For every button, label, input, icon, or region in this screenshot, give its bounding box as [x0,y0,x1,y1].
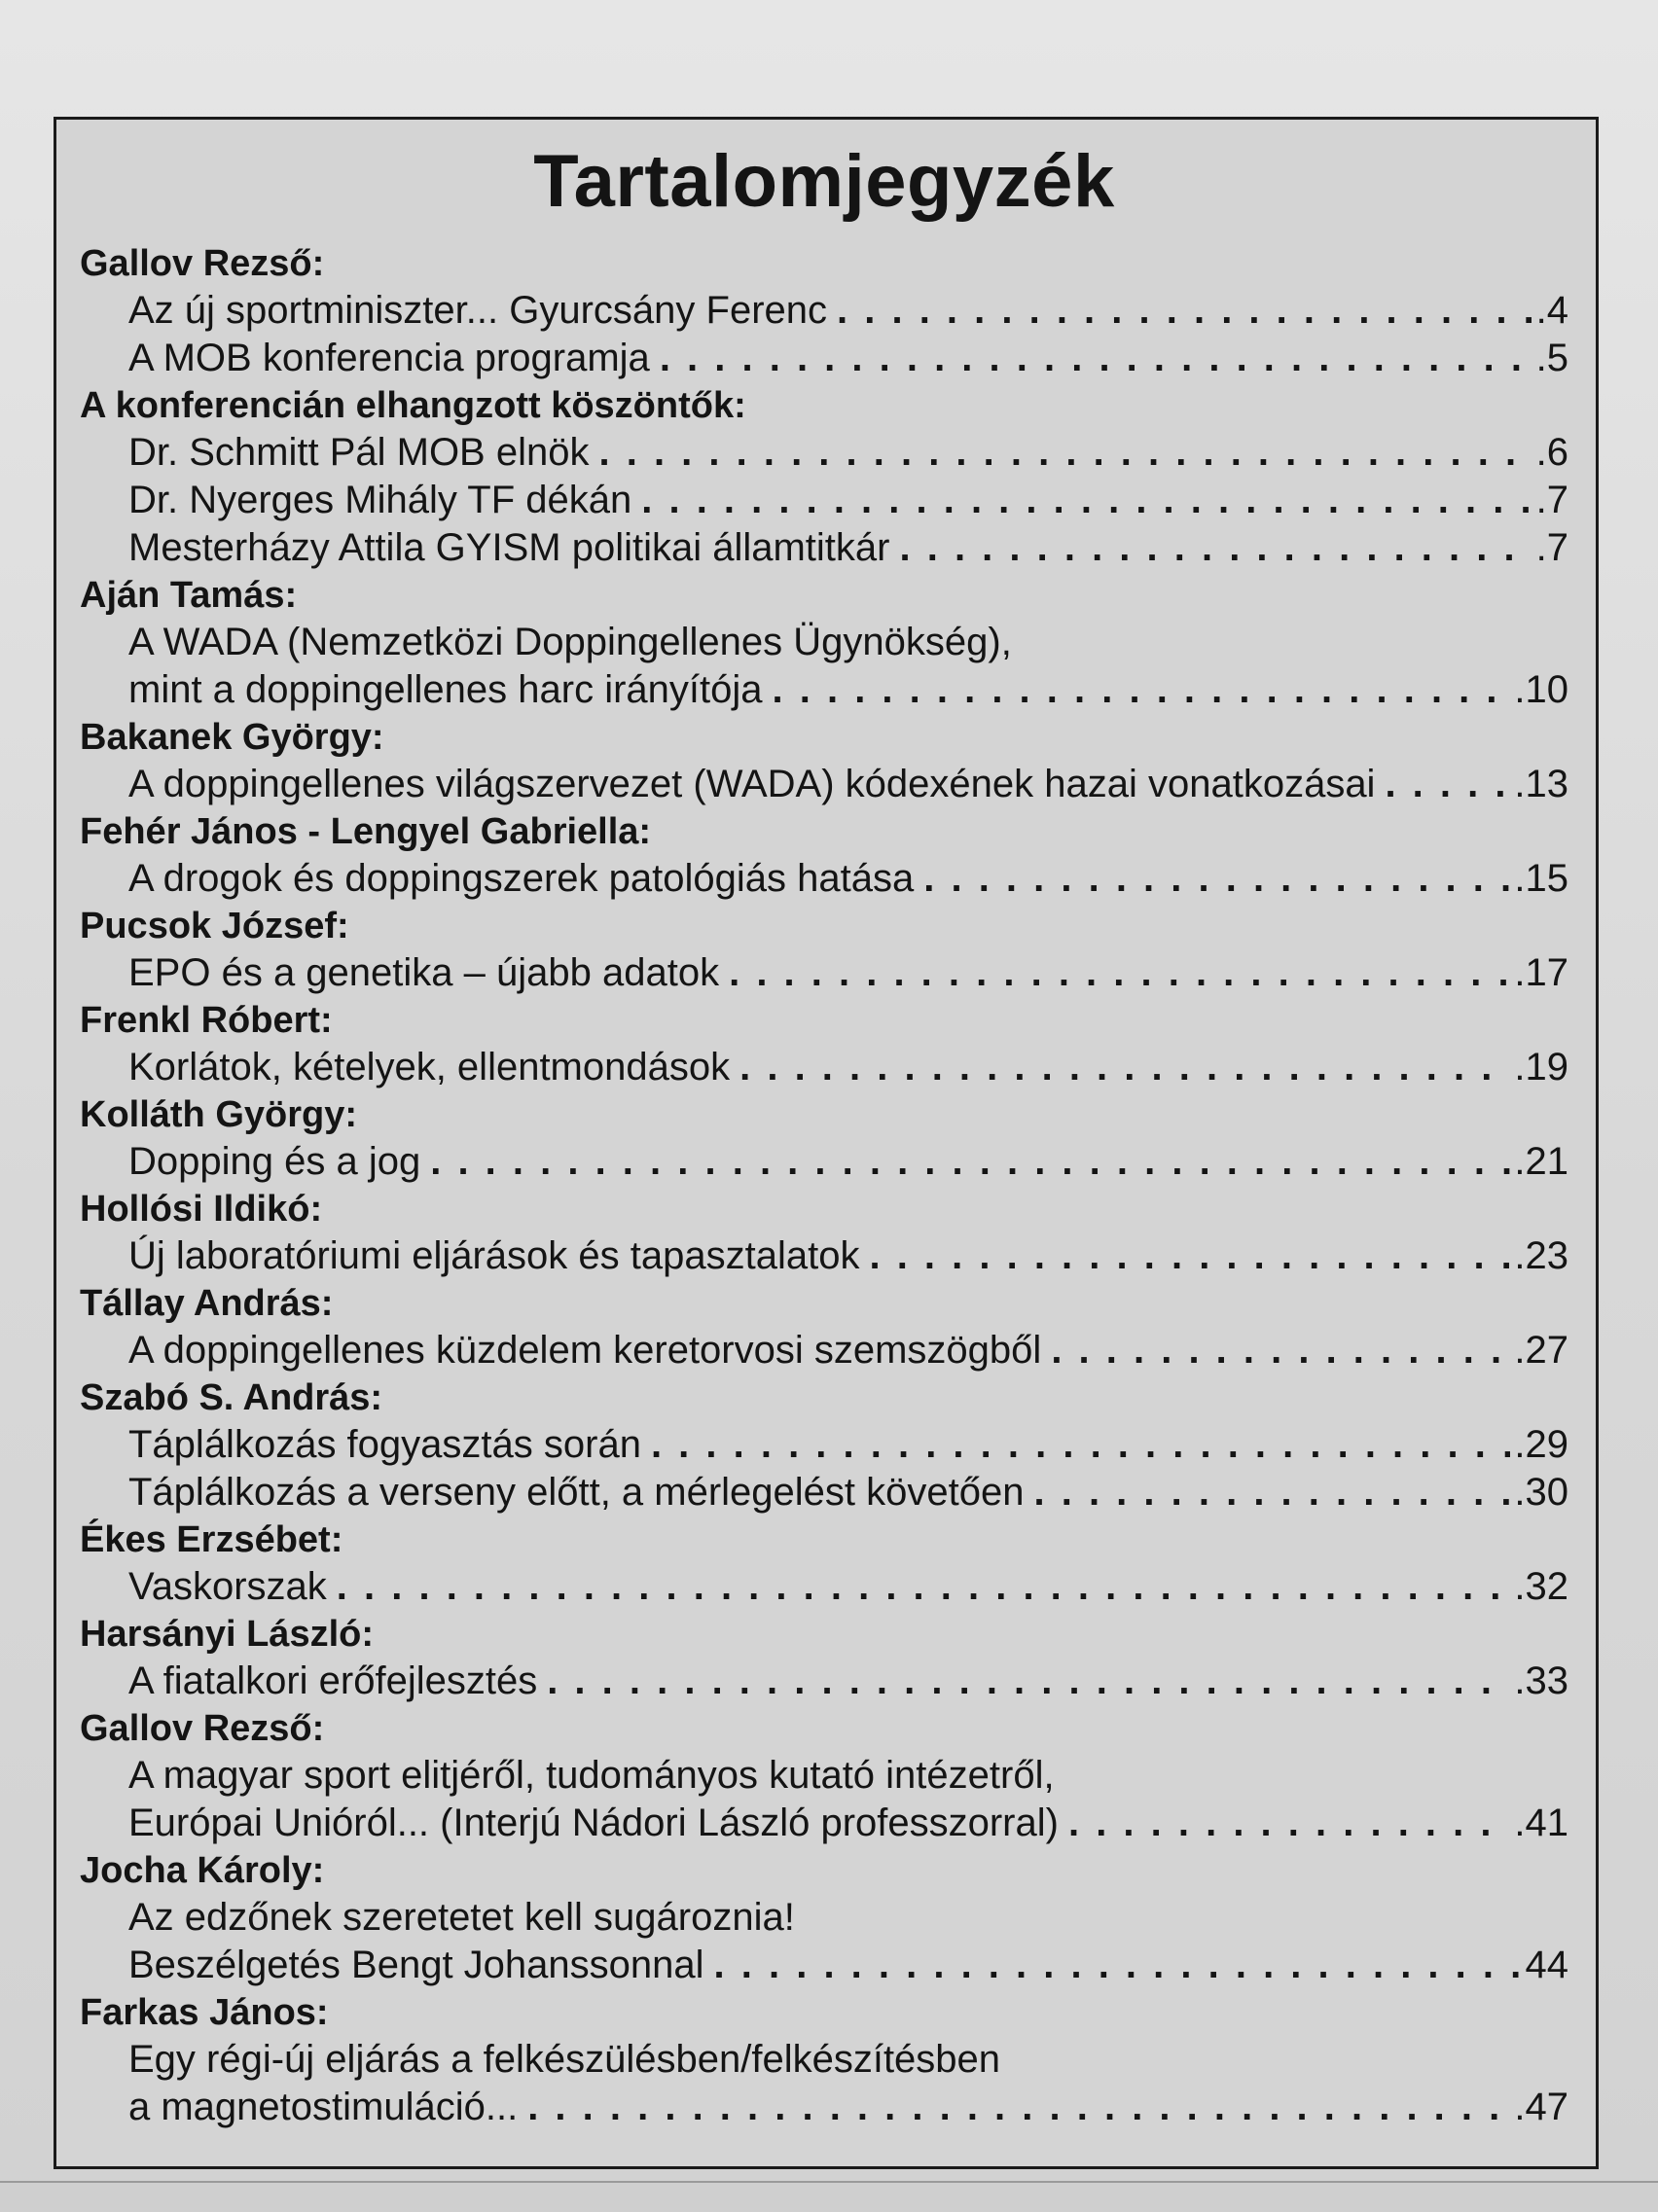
toc-entry-title: Korlátok, kételyek, ellentmondások [128,1046,731,1088]
toc-entry [80,949,1568,997]
toc-entry [80,1894,1568,1989]
toc-author: Gallov Rezső: [80,1708,325,1749]
toc-entry-line [128,1327,1568,1374]
toc-page-number: .29 [1514,1423,1568,1466]
toc-entry-line [128,335,1568,382]
toc-entry [80,619,1568,714]
toc-page-number: .10 [1514,668,1568,711]
toc-page-number: .15 [1514,857,1568,900]
toc-entry-title: Táplálkozás fogyasztás során [128,1423,641,1466]
toc-entry-line [128,1658,1568,1705]
table-of-contents-box [54,117,1599,2169]
toc-entry-line [128,1044,1568,1091]
toc-entry-line [128,477,1568,524]
dot-leader [1051,1327,1510,1374]
toc-entry-line [128,1563,1568,1611]
toc-entry [80,1232,1568,1280]
toc-entry [80,335,1568,382]
toc-entry-title: a magnetostimuláció... [128,2086,519,2128]
toc-entry-title: A doppingellenes küzdelem keretorvosi szemszögből [128,1329,1042,1372]
toc-entry [80,1138,1568,1186]
toc-entry [80,1044,1568,1091]
toc-entry-line [128,1421,1568,1469]
page-bottom-edge [0,2181,1658,2212]
dot-leader [651,1421,1510,1469]
toc-author: A konferencián elhangzott köszöntők: [80,385,746,426]
toc-entry-title: A magyar sport elitjéről, tudományos kutató intézetről, [128,1754,1055,1797]
toc-entry-line [128,666,1568,714]
dot-leader [547,1658,1510,1705]
toc-entry-line [128,1894,1568,1942]
toc-page-number: 44 [1525,1944,1568,1986]
dot-leader [337,1563,1511,1611]
toc-page-number: .47 [1514,2086,1568,2128]
toc-entry-line [128,1469,1568,1516]
toc-page-number: .6 [1535,431,1568,474]
toc-author: Farkas János: [80,1992,329,2033]
toc-author: Jocha Károly: [80,1850,325,1891]
toc-author: Hollósi Ildikó: [80,1189,323,1230]
toc-page-number: .5 [1535,337,1568,379]
toc-entry [80,1327,1568,1374]
toc-entry-title: A doppingellenes világszervezet (WADA) kódexének hazai vonatkozásai [128,763,1376,805]
toc-page-number: .7 [1535,479,1568,521]
toc-entry-line [128,1752,1568,1800]
toc-entry-title: Mesterházy Attila GYISM politikai államtitkár [128,526,890,569]
toc-entry-title: Az új sportminiszter... Gyurcsány Ferenc [128,289,828,332]
toc-entry-title: Vaskorszak [128,1565,327,1608]
toc-page-number: .30 [1514,1471,1568,1514]
toc-entry-line [128,1232,1568,1280]
toc-entry [80,1752,1568,1847]
toc-entry [80,761,1568,808]
toc-author: Harsányi László: [80,1614,374,1655]
toc-author: Frenkl Róbert: [80,1000,333,1041]
dot-leader [598,429,1532,477]
toc-page-number: .7 [1535,526,1568,569]
toc-entry-title: Új laboratóriumi eljárások és tapasztalatok [128,1234,860,1277]
dot-leader [641,477,1532,524]
dot-leader [1034,1469,1511,1516]
page-title: Tartalomjegyzék [533,140,1115,223]
toc-author: Aján Tamás: [80,575,298,616]
toc-author: Fehér János - Lengyel Gabriella: [80,811,652,852]
toc-author: Bakanek György: [80,717,384,758]
toc-entry-line [128,1942,1568,1989]
dot-leader [923,855,1510,903]
toc-entry-title: EPO és a genetika – újabb adatok [128,951,720,994]
dot-leader [1385,761,1510,808]
toc-entry [80,855,1568,903]
toc-entry [80,477,1568,524]
toc-entry [80,1469,1568,1516]
toc-author: Kolláth György: [80,1094,358,1135]
toc-page-number: .23 [1514,1234,1568,1277]
toc-entry-line [128,524,1568,572]
toc-entry-title: A MOB konferencia programja [128,337,650,379]
toc-entry-line [128,619,1568,666]
dot-leader [869,1232,1510,1280]
toc-page-number: .33 [1514,1659,1568,1702]
toc-entry-line [128,2084,1568,2131]
toc-author: Ékes Erzsébet: [80,1519,343,1560]
dot-leader [714,1942,1522,1989]
toc-entry-line [128,429,1568,477]
dot-leader [660,335,1532,382]
toc-entry-title: Dopping és a jog [128,1140,421,1183]
toc-entry [80,2036,1568,2131]
toc-page-number: .19 [1514,1046,1568,1088]
toc-entry-title: A drogok és doppingszerek patológiás hatása [128,857,915,900]
dot-leader [430,1138,1510,1186]
dot-leader [527,2084,1510,2131]
toc-entry-line [128,2036,1568,2084]
toc-list [80,240,1568,2131]
toc-page-number: .21 [1514,1140,1568,1183]
toc-entry [80,1563,1568,1611]
toc-entry-title: A WADA (Nemzetközi Doppingellenes Ügynökség), [128,621,1012,663]
toc-entry-title: Dr. Nyerges Mihály TF dékán [128,479,632,521]
toc-entry-title: A fiatalkori erőfejlesztés [128,1659,538,1702]
toc-page-number: .32 [1514,1565,1568,1608]
toc-entry [80,429,1568,477]
toc-entry [80,1658,1568,1705]
toc-entry [80,287,1568,335]
toc-entry-title: Az edzőnek szeretetet kell sugároznia! [128,1896,795,1939]
toc-author: Tállay András: [80,1283,334,1324]
toc-page-number: .27 [1514,1329,1568,1372]
toc-entry-line [128,761,1568,808]
dot-leader [837,287,1532,335]
toc-entry-line [128,855,1568,903]
toc-entry-title: Európai Unióról... (Interjú Nádori László professzorral) [128,1802,1059,1844]
toc-entry-line [128,949,1568,997]
toc-page-number: .4 [1535,289,1568,332]
toc-entry-line [128,1138,1568,1186]
toc-author: Gallov Rezső: [80,243,325,284]
toc-entry-title: mint a doppingellenes harc irányítója [128,668,763,711]
dot-leader [729,949,1510,997]
toc-entry [80,1421,1568,1469]
toc-entry-title: Egy régi-új eljárás a felkészülésben/felkészítésben [128,2038,1001,2081]
toc-entry-title: Beszélgetés Bengt Johanssonnal [128,1944,704,1986]
toc-entry [80,524,1568,572]
dot-leader [1068,1800,1510,1847]
toc-page-number: .13 [1514,763,1568,805]
toc-page-number: .41 [1514,1802,1568,1844]
toc-entry-line [128,1800,1568,1847]
dot-leader [739,1044,1510,1091]
toc-entry-title: Dr. Schmitt Pál MOB elnök [128,431,590,474]
toc-entry-line [128,287,1568,335]
dot-leader [899,524,1532,572]
dot-leader [773,666,1511,714]
toc-page-number: .17 [1514,951,1568,994]
toc-author: Szabó S. András: [80,1377,383,1418]
toc-author: Pucsok József: [80,906,349,946]
toc-entry-title: Táplálkozás a verseny előtt, a mérlegelést követően [128,1471,1025,1514]
